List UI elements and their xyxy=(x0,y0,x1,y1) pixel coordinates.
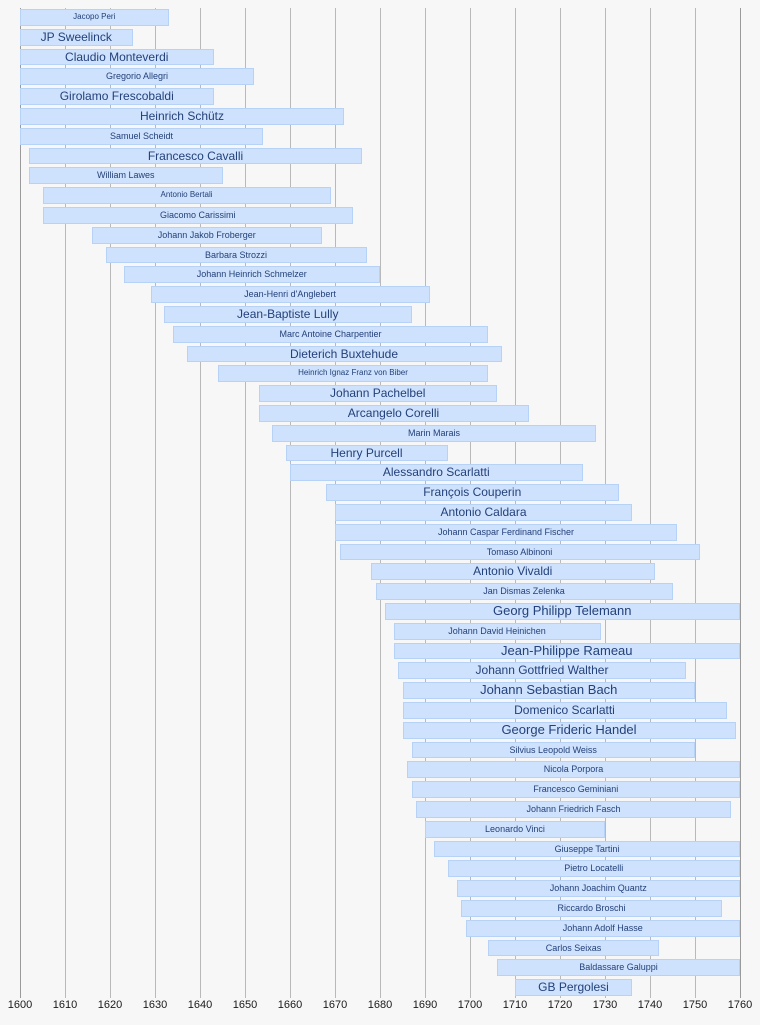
composer-name-label: Johann Gottfried Walther xyxy=(475,663,609,678)
axis-tick-label: 1700 xyxy=(457,999,483,1011)
timeline-row xyxy=(20,67,740,87)
composer-name-label: Nicola Porpora xyxy=(543,764,604,775)
timeline-row xyxy=(20,384,740,404)
timeline-row xyxy=(20,919,740,939)
timeline-row xyxy=(20,582,740,602)
axis-tick-label: 1710 xyxy=(502,999,528,1011)
timeline-row xyxy=(20,325,740,345)
axis-tick-label: 1660 xyxy=(277,999,303,1011)
timeline-row xyxy=(20,562,740,582)
x-axis xyxy=(0,999,760,1025)
composer-name-label: Silvius Leopold Weiss xyxy=(509,744,597,755)
composer-name-label: Antonio Caldara xyxy=(440,505,527,519)
composer-name-label: Pietro Locatelli xyxy=(564,863,624,874)
timeline-row xyxy=(20,483,740,503)
timeline-row xyxy=(20,642,740,662)
composer-name-label: George Frideric Handel xyxy=(501,721,637,737)
axis-tick-label: 1610 xyxy=(52,999,78,1011)
composer-name-label: Johann Joachim Quantz xyxy=(549,883,647,894)
axis-tick-label: 1760 xyxy=(727,999,753,1011)
plot-area xyxy=(20,8,740,998)
timeline-row xyxy=(20,741,740,761)
axis-tick-label: 1690 xyxy=(412,999,438,1011)
composer-name-label: Johann Heinrich Schmelzer xyxy=(196,269,307,280)
composer-name-label: Jean-Baptiste Lully xyxy=(237,307,339,321)
timeline-row xyxy=(20,48,740,68)
composer-name-label: Baldassare Galuppi xyxy=(579,962,658,973)
composer-name-label: Riccardo Broschi xyxy=(557,903,626,913)
timeline-row xyxy=(20,305,740,325)
timeline-row xyxy=(20,622,740,642)
timeline-row xyxy=(20,602,740,622)
timeline-row xyxy=(20,939,740,959)
timeline-row xyxy=(20,681,740,701)
timeline-row xyxy=(20,978,740,998)
timeline-row xyxy=(20,166,740,186)
composer-name-label: Jan Dismas Zelenka xyxy=(483,586,565,597)
timeline-row xyxy=(20,345,740,365)
axis-tick-label: 1630 xyxy=(142,999,168,1011)
axis-tick-label: 1600 xyxy=(7,999,33,1011)
timeline-row xyxy=(20,721,740,741)
composer-name-label: Henry Purcell xyxy=(330,445,403,460)
composer-name-label: Francesco Cavalli xyxy=(147,148,244,163)
composer-name-label: Carlos Seixas xyxy=(545,942,602,953)
timeline-row xyxy=(20,424,740,444)
timeline-row xyxy=(20,463,740,483)
composer-name-label: William Lawes xyxy=(96,170,155,181)
axis-tick-label: 1670 xyxy=(322,999,348,1011)
composer-name-label: Leonardo Vinci xyxy=(485,823,545,834)
composer-name-label: Giacomo Carissimi xyxy=(159,210,236,220)
composer-name-label: GB Pergolesi xyxy=(538,980,609,995)
timeline-row xyxy=(20,186,740,206)
composer-name-label: Girolamo Frescobaldi xyxy=(59,89,174,104)
axis-tick-label: 1750 xyxy=(682,999,708,1011)
composer-name-label: Dieterich Buxtehude xyxy=(289,346,399,361)
composer-name-label: Heinrich Schütz xyxy=(139,109,225,123)
composer-name-label: Johann Pachelbel xyxy=(330,386,426,401)
composer-name-label: Giuseppe Tartini xyxy=(554,843,620,854)
timeline-row xyxy=(20,28,740,48)
composer-name-label: Antonio Vivaldi xyxy=(473,564,553,579)
timeline-row xyxy=(20,859,740,879)
composer-name-label: Jean-Philippe Rameau xyxy=(500,642,633,658)
axis-tick-label: 1620 xyxy=(97,999,123,1011)
composer-name-label: Jacopo Peri xyxy=(73,12,116,21)
axis-tick-label: 1650 xyxy=(232,999,258,1011)
timeline-row xyxy=(20,523,740,543)
timeline-row xyxy=(20,147,740,167)
timeline-row xyxy=(20,404,740,424)
composer-name-label: Antonio Bertali xyxy=(160,190,213,200)
composer-name-label: Johann Jakob Froberger xyxy=(157,229,256,240)
axis-tick-label: 1740 xyxy=(637,999,663,1011)
composer-name-label: Alessandro Scarlatti xyxy=(382,465,490,480)
composer-name-label: Francesco Geminiani xyxy=(533,784,619,795)
timeline-row xyxy=(20,265,740,285)
timeline-row xyxy=(20,760,740,780)
timeline-row xyxy=(20,246,740,266)
composer-name-label: Heinrich Ignaz Franz von Biber xyxy=(298,368,408,378)
axis-tick-label: 1640 xyxy=(187,999,213,1011)
timeline-row xyxy=(20,701,740,721)
timeline-row xyxy=(20,8,740,28)
timeline-row xyxy=(20,780,740,800)
timeline-row xyxy=(20,879,740,899)
composer-name-label: Marin Marais xyxy=(407,427,460,438)
axis-tick-label: 1720 xyxy=(547,999,573,1011)
timeline-row xyxy=(20,127,740,147)
timeline-row xyxy=(20,285,740,305)
composer-name-label: Johann David Heinichen xyxy=(448,625,546,636)
composer-name-label: Johann Adolf Hasse xyxy=(562,922,643,933)
timeline-row xyxy=(20,800,740,820)
composer-name-label: Johann Friedrich Fasch xyxy=(526,804,621,814)
composer-name-label: Marc Antoine Charpentier xyxy=(279,328,382,339)
timeline-row xyxy=(20,87,740,107)
axis-tick-label: 1730 xyxy=(592,999,618,1011)
composer-name-label: Georg Philipp Telemann xyxy=(492,603,632,618)
timeline-row xyxy=(20,107,740,127)
composer-name-label: Jean-Henri d'Anglebert xyxy=(244,289,336,300)
timeline-row xyxy=(20,503,740,523)
composer-name-label: Claudio Monteverdi xyxy=(65,49,169,64)
composer-name-label: Johann Caspar Ferdinand Fischer xyxy=(437,526,575,537)
axis-tick-label: 1680 xyxy=(367,999,393,1011)
composer-name-label: François Couperin xyxy=(423,485,522,500)
timeline-row xyxy=(20,958,740,978)
composer-name-label: Gregorio Allegri xyxy=(105,71,169,82)
composer-name-label: JP Sweelinck xyxy=(40,29,112,44)
timeline-row xyxy=(20,364,740,384)
timeline-row xyxy=(20,840,740,860)
gridline-1760 xyxy=(740,8,741,998)
timeline-row xyxy=(20,226,740,246)
timeline-row xyxy=(20,206,740,226)
composer-name-label: Arcangelo Corelli xyxy=(347,406,440,420)
composer-name-label: Barbara Strozzi xyxy=(204,249,268,260)
timeline-row xyxy=(20,543,740,563)
timeline-row xyxy=(20,444,740,464)
composer-name-label: Samuel Scheidt xyxy=(109,130,174,141)
composer-name-label: Domenico Scarlatti xyxy=(514,703,615,717)
timeline-row xyxy=(20,899,740,919)
composer-name-label: Tomaso Albinoni xyxy=(486,546,553,557)
timeline-row xyxy=(20,661,740,681)
composer-name-label: Johann Sebastian Bach xyxy=(480,682,618,698)
timeline-row xyxy=(20,820,740,840)
